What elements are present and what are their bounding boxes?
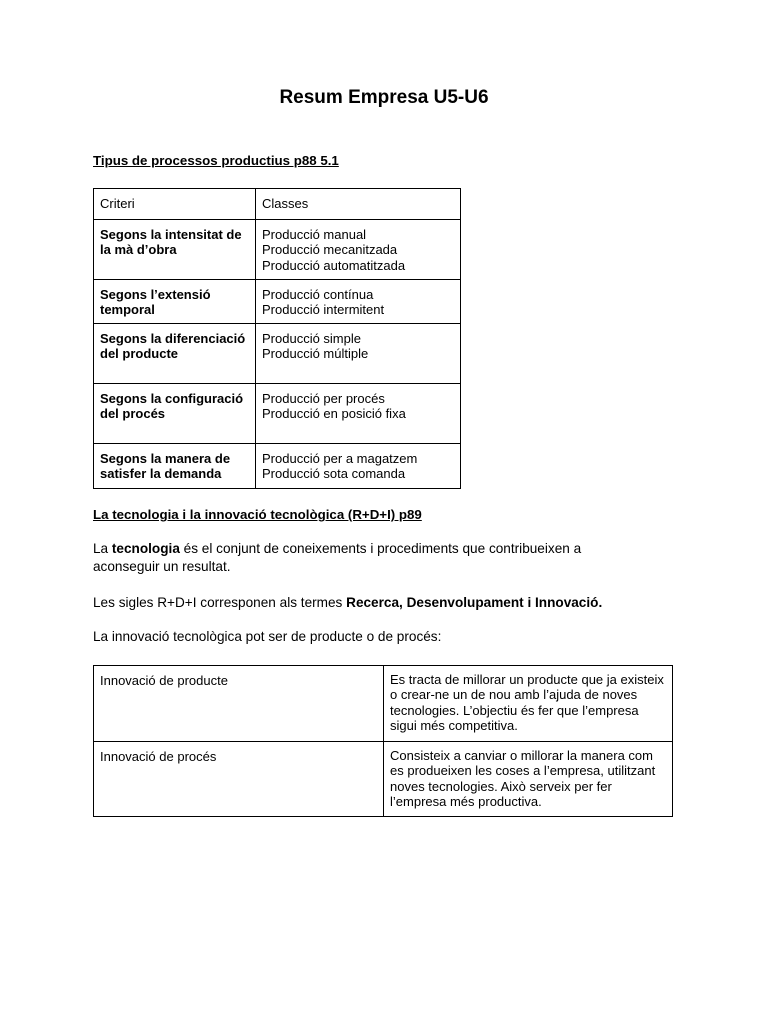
- section-heading-tecnologia: La tecnologia i la innovació tecnològica (R+D+I) p89: [93, 507, 422, 522]
- table-row: [94, 220, 461, 280]
- table-row: [94, 666, 673, 742]
- innovacio-table: [93, 665, 673, 817]
- classes-cell: [256, 220, 461, 280]
- paragraph-sigles: [93, 594, 693, 612]
- page-title: Resum Empresa U5-U6: [279, 87, 489, 108]
- tipus-cell: Innovació de producte: [94, 666, 384, 742]
- class-item: Producció intermitent: [262, 302, 385, 318]
- criteri-cell: Segons l’extensió temporal: [94, 280, 256, 324]
- table-row: [94, 280, 461, 324]
- table-row: [94, 324, 461, 384]
- descripcio-cell: Es tracta de millorar un producte que ja existeix o crear-ne un de nou amb l’ajuda de noves tecnologies. L’objectiu és fer que l’empresa sigui més competitiva.: [384, 666, 673, 742]
- table-row: [94, 384, 461, 444]
- processos-table: [93, 188, 461, 489]
- table-row: [94, 444, 461, 489]
- classes-cell: [256, 384, 461, 444]
- class-item: Producció per a magatzem: [262, 451, 418, 466]
- classes-cell: [256, 444, 461, 489]
- text-run: Les sigles R+D+I corresponen als termes: [93, 595, 347, 610]
- class-item: Producció contínua: [262, 287, 374, 302]
- table-header-row: [94, 189, 461, 220]
- criteri-cell: Segons la configuració del procés: [94, 384, 256, 444]
- class-item: Producció simple: [262, 331, 361, 346]
- section-heading-processos: Tipus de processos productius p88 5.1: [93, 153, 339, 168]
- class-item: Producció per procés: [262, 391, 385, 406]
- paragraph-innovacio: La innovació tecnològica pot ser de producte o de procés:: [93, 629, 442, 644]
- header-classes: Classes: [256, 189, 461, 220]
- class-item: Producció automatitzada: [262, 257, 406, 273]
- class-item: Producció en posició fixa: [262, 406, 406, 422]
- paragraph-tecnologia: [93, 540, 633, 576]
- bold-term: Recerca, Desenvolupament i Innovació.: [346, 595, 603, 610]
- class-item: Producció múltiple: [262, 346, 369, 362]
- bold-term: tecnologia: [111, 541, 180, 556]
- tipus-cell: Innovació de procés: [94, 742, 384, 817]
- descripcio-cell: Consisteix a canviar o millorar la manera com es produeixen les coses a l’empresa, utilitzant noves tecnologies. Això serveix per fer l’empresa més productiva.: [384, 742, 673, 817]
- class-item: Producció mecanitzada: [262, 242, 398, 258]
- criteri-cell: Segons la manera de satisfer la demanda: [94, 444, 256, 489]
- classes-cell: [256, 280, 461, 324]
- header-criteri: Criteri: [94, 189, 256, 220]
- class-item: Producció manual: [262, 227, 367, 242]
- class-item: Producció sota comanda: [262, 466, 406, 482]
- table-row: [94, 742, 673, 817]
- criteri-cell: Segons la diferenciació del producte: [94, 324, 256, 384]
- classes-cell: [256, 324, 461, 384]
- criteri-cell: Segons la intensitat de la mà d’obra: [94, 220, 256, 280]
- text-run: és el conjunt de coneixements i procediments que contribueixen a aconseguir un resultat.: [93, 541, 582, 574]
- text-run: La: [93, 541, 112, 556]
